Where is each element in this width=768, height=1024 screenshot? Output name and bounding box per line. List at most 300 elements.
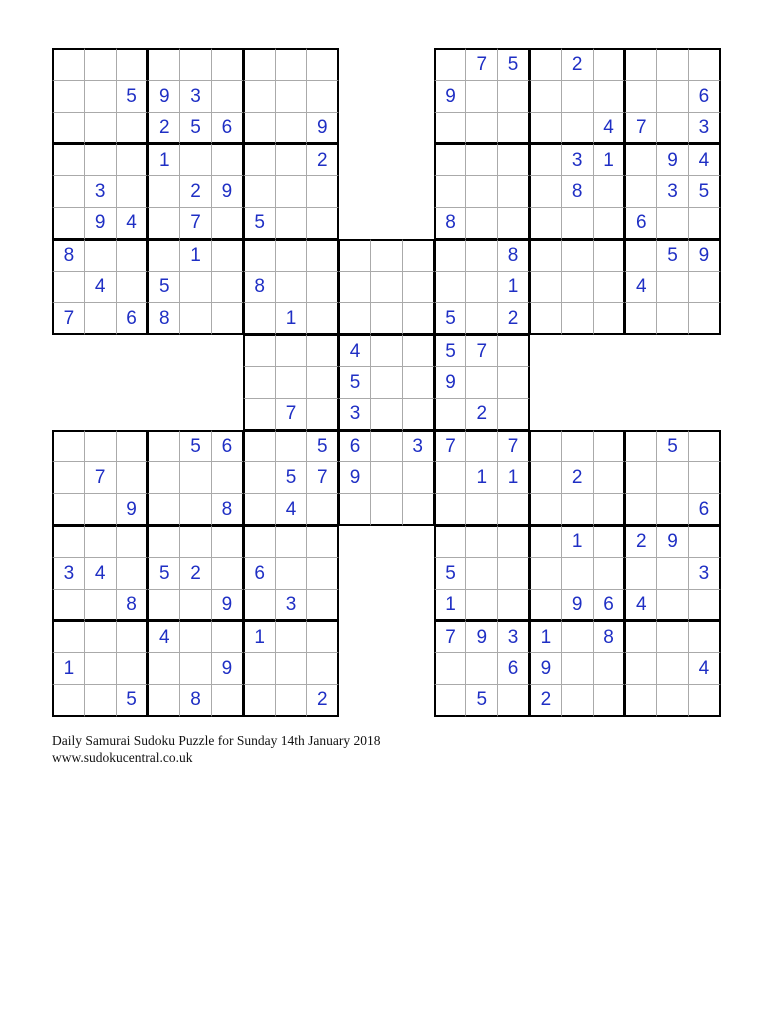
sudoku-cell[interactable]: 5	[147, 271, 180, 304]
sudoku-cell[interactable]: 5	[147, 557, 180, 590]
sudoku-cell[interactable]	[624, 461, 657, 494]
sudoku-cell[interactable]	[529, 589, 562, 622]
sudoku-cell[interactable]	[211, 48, 244, 81]
sudoku-cell[interactable]	[402, 334, 435, 367]
sudoku-cell[interactable]	[688, 302, 721, 335]
sudoku-cell[interactable]	[465, 366, 498, 399]
sudoku-cell[interactable]: 6	[243, 557, 276, 590]
sudoku-cell[interactable]	[434, 461, 467, 494]
sudoku-cell[interactable]: 5	[434, 334, 467, 367]
sudoku-cell[interactable]	[402, 239, 435, 272]
sudoku-cell[interactable]	[434, 112, 467, 145]
sudoku-cell[interactable]	[243, 652, 276, 685]
sudoku-cell[interactable]	[402, 271, 435, 304]
sudoku-cell[interactable]: 4	[84, 271, 117, 304]
sudoku-cell[interactable]	[147, 239, 180, 272]
sudoku-cell[interactable]	[593, 430, 626, 463]
sudoku-cell[interactable]	[624, 684, 657, 717]
sudoku-cell[interactable]	[275, 271, 308, 304]
sudoku-cell[interactable]	[434, 525, 467, 558]
sudoku-cell[interactable]: 5	[688, 175, 721, 208]
sudoku-cell[interactable]	[275, 366, 308, 399]
sudoku-cell[interactable]	[211, 80, 244, 113]
sudoku-cell[interactable]: 8	[147, 302, 180, 335]
sudoku-cell[interactable]	[147, 652, 180, 685]
sudoku-cell[interactable]	[116, 175, 149, 208]
sudoku-cell[interactable]	[497, 684, 530, 717]
sudoku-cell[interactable]	[243, 430, 276, 463]
sudoku-cell[interactable]	[147, 461, 180, 494]
sudoku-cell[interactable]: 8	[561, 175, 594, 208]
sudoku-cell[interactable]	[275, 620, 308, 653]
sudoku-cell[interactable]	[561, 112, 594, 145]
sudoku-cell[interactable]	[529, 207, 562, 240]
sudoku-cell[interactable]: 7	[179, 207, 212, 240]
sudoku-cell[interactable]	[561, 493, 594, 526]
sudoku-cell[interactable]: 3	[52, 557, 85, 590]
sudoku-cell[interactable]	[402, 302, 435, 335]
sudoku-cell[interactable]: 1	[529, 620, 562, 653]
sudoku-cell[interactable]: 4	[624, 589, 657, 622]
sudoku-cell[interactable]	[497, 366, 530, 399]
sudoku-cell[interactable]	[465, 112, 498, 145]
sudoku-cell[interactable]	[402, 398, 435, 431]
sudoku-cell[interactable]: 6	[624, 207, 657, 240]
sudoku-cell[interactable]	[561, 684, 594, 717]
sudoku-cell[interactable]	[243, 398, 276, 431]
sudoku-cell[interactable]	[179, 143, 212, 176]
sudoku-cell[interactable]	[147, 589, 180, 622]
sudoku-cell[interactable]	[52, 48, 85, 81]
sudoku-cell[interactable]: 9	[211, 589, 244, 622]
sudoku-cell[interactable]	[147, 684, 180, 717]
sudoku-cell[interactable]	[497, 80, 530, 113]
sudoku-cell[interactable]	[243, 175, 276, 208]
sudoku-cell[interactable]: 7	[465, 48, 498, 81]
sudoku-cell[interactable]	[147, 493, 180, 526]
sudoku-cell[interactable]	[529, 557, 562, 590]
sudoku-cell[interactable]: 4	[147, 620, 180, 653]
sudoku-cell[interactable]	[275, 80, 308, 113]
sudoku-cell[interactable]	[593, 493, 626, 526]
sudoku-cell[interactable]	[624, 557, 657, 590]
sudoku-cell[interactable]	[306, 207, 339, 240]
sudoku-cell[interactable]	[624, 143, 657, 176]
sudoku-cell[interactable]: 7	[465, 334, 498, 367]
sudoku-cell[interactable]	[116, 271, 149, 304]
sudoku-cell[interactable]	[593, 207, 626, 240]
sudoku-cell[interactable]: 9	[465, 620, 498, 653]
sudoku-cell[interactable]	[243, 589, 276, 622]
sudoku-cell[interactable]	[688, 207, 721, 240]
sudoku-cell[interactable]	[116, 620, 149, 653]
sudoku-cell[interactable]	[529, 48, 562, 81]
sudoku-cell[interactable]	[243, 334, 276, 367]
sudoku-cell[interactable]: 7	[497, 430, 530, 463]
sudoku-cell[interactable]: 1	[465, 461, 498, 494]
sudoku-cell[interactable]	[434, 493, 467, 526]
sudoku-cell[interactable]	[593, 48, 626, 81]
sudoku-cell[interactable]: 5	[338, 366, 371, 399]
sudoku-cell[interactable]: 9	[116, 493, 149, 526]
sudoku-cell[interactable]	[593, 80, 626, 113]
sudoku-cell[interactable]	[529, 239, 562, 272]
sudoku-cell[interactable]: 7	[84, 461, 117, 494]
sudoku-cell[interactable]	[211, 143, 244, 176]
sudoku-cell[interactable]	[306, 398, 339, 431]
sudoku-cell[interactable]	[211, 461, 244, 494]
sudoku-cell[interactable]: 2	[179, 175, 212, 208]
sudoku-cell[interactable]	[84, 525, 117, 558]
sudoku-cell[interactable]	[593, 557, 626, 590]
sudoku-cell[interactable]	[243, 493, 276, 526]
sudoku-cell[interactable]	[656, 684, 689, 717]
sudoku-cell[interactable]	[243, 366, 276, 399]
sudoku-cell[interactable]: 4	[688, 143, 721, 176]
sudoku-cell[interactable]	[52, 80, 85, 113]
sudoku-cell[interactable]: 1	[434, 589, 467, 622]
sudoku-cell[interactable]	[306, 620, 339, 653]
sudoku-cell[interactable]	[402, 493, 435, 526]
sudoku-cell[interactable]	[465, 302, 498, 335]
sudoku-cell[interactable]	[561, 302, 594, 335]
sudoku-cell[interactable]	[656, 493, 689, 526]
sudoku-cell[interactable]	[656, 461, 689, 494]
sudoku-cell[interactable]	[465, 589, 498, 622]
sudoku-cell[interactable]	[434, 684, 467, 717]
sudoku-cell[interactable]	[52, 620, 85, 653]
sudoku-cell[interactable]	[147, 207, 180, 240]
sudoku-cell[interactable]: 8	[211, 493, 244, 526]
sudoku-cell[interactable]	[275, 430, 308, 463]
sudoku-cell[interactable]: 4	[338, 334, 371, 367]
sudoku-cell[interactable]: 1	[52, 652, 85, 685]
sudoku-cell[interactable]	[529, 112, 562, 145]
sudoku-cell[interactable]	[497, 525, 530, 558]
sudoku-cell[interactable]	[370, 493, 403, 526]
sudoku-cell[interactable]	[306, 239, 339, 272]
sudoku-cell[interactable]: 1	[179, 239, 212, 272]
sudoku-cell[interactable]	[275, 557, 308, 590]
sudoku-cell[interactable]	[338, 239, 371, 272]
sudoku-cell[interactable]: 2	[147, 112, 180, 145]
sudoku-cell[interactable]	[52, 175, 85, 208]
sudoku-cell[interactable]	[179, 461, 212, 494]
sudoku-cell[interactable]	[593, 175, 626, 208]
sudoku-cell[interactable]	[116, 525, 149, 558]
sudoku-cell[interactable]	[434, 175, 467, 208]
sudoku-cell[interactable]: 3	[402, 430, 435, 463]
sudoku-cell[interactable]: 7	[434, 430, 467, 463]
sudoku-cell[interactable]	[52, 112, 85, 145]
sudoku-cell[interactable]	[275, 48, 308, 81]
sudoku-cell[interactable]	[338, 302, 371, 335]
sudoku-cell[interactable]: 8	[52, 239, 85, 272]
sudoku-cell[interactable]: 8	[434, 207, 467, 240]
sudoku-cell[interactable]: 1	[561, 525, 594, 558]
sudoku-cell[interactable]: 6	[593, 589, 626, 622]
sudoku-cell[interactable]: 4	[593, 112, 626, 145]
sudoku-cell[interactable]: 1	[147, 143, 180, 176]
sudoku-cell[interactable]	[434, 143, 467, 176]
sudoku-cell[interactable]	[624, 652, 657, 685]
sudoku-cell[interactable]: 2	[306, 143, 339, 176]
sudoku-cell[interactable]	[84, 620, 117, 653]
sudoku-cell[interactable]	[656, 48, 689, 81]
sudoku-cell[interactable]	[306, 48, 339, 81]
sudoku-cell[interactable]	[306, 525, 339, 558]
sudoku-cell[interactable]	[593, 239, 626, 272]
sudoku-cell[interactable]	[370, 334, 403, 367]
sudoku-cell[interactable]	[529, 143, 562, 176]
sudoku-cell[interactable]	[688, 684, 721, 717]
sudoku-cell[interactable]	[147, 48, 180, 81]
sudoku-cell[interactable]	[593, 461, 626, 494]
sudoku-cell[interactable]	[179, 48, 212, 81]
sudoku-cell[interactable]: 1	[275, 302, 308, 335]
sudoku-cell[interactable]	[52, 207, 85, 240]
sudoku-cell[interactable]	[434, 652, 467, 685]
sudoku-cell[interactable]	[306, 302, 339, 335]
sudoku-cell[interactable]	[275, 175, 308, 208]
sudoku-cell[interactable]	[593, 271, 626, 304]
sudoku-cell[interactable]	[593, 684, 626, 717]
sudoku-cell[interactable]	[529, 175, 562, 208]
sudoku-cell[interactable]	[465, 207, 498, 240]
sudoku-cell[interactable]	[497, 557, 530, 590]
sudoku-cell[interactable]	[561, 239, 594, 272]
sudoku-cell[interactable]	[465, 175, 498, 208]
sudoku-cell[interactable]: 7	[275, 398, 308, 431]
sudoku-cell[interactable]	[561, 207, 594, 240]
sudoku-cell[interactable]: 5	[465, 684, 498, 717]
sudoku-cell[interactable]	[465, 239, 498, 272]
sudoku-cell[interactable]	[402, 461, 435, 494]
sudoku-cell[interactable]: 1	[593, 143, 626, 176]
sudoku-cell[interactable]	[529, 461, 562, 494]
sudoku-cell[interactable]	[497, 112, 530, 145]
sudoku-cell[interactable]: 7	[624, 112, 657, 145]
sudoku-cell[interactable]	[688, 589, 721, 622]
sudoku-cell[interactable]: 9	[561, 589, 594, 622]
sudoku-cell[interactable]	[52, 493, 85, 526]
sudoku-cell[interactable]	[179, 620, 212, 653]
sudoku-cell[interactable]	[243, 525, 276, 558]
sudoku-cell[interactable]: 7	[52, 302, 85, 335]
sudoku-cell[interactable]: 5	[116, 684, 149, 717]
sudoku-cell[interactable]	[52, 271, 85, 304]
sudoku-cell[interactable]	[370, 366, 403, 399]
sudoku-cell[interactable]: 8	[497, 239, 530, 272]
sudoku-cell[interactable]	[275, 684, 308, 717]
sudoku-cell[interactable]	[656, 557, 689, 590]
sudoku-cell[interactable]	[52, 684, 85, 717]
sudoku-cell[interactable]	[688, 461, 721, 494]
sudoku-cell[interactable]	[497, 175, 530, 208]
sudoku-cell[interactable]	[179, 525, 212, 558]
sudoku-cell[interactable]	[211, 684, 244, 717]
sudoku-cell[interactable]	[465, 652, 498, 685]
sudoku-cell[interactable]: 3	[656, 175, 689, 208]
sudoku-cell[interactable]	[243, 143, 276, 176]
sudoku-cell[interactable]	[179, 302, 212, 335]
sudoku-cell[interactable]	[243, 48, 276, 81]
sudoku-cell[interactable]	[84, 684, 117, 717]
sudoku-cell[interactable]	[147, 525, 180, 558]
sudoku-cell[interactable]	[211, 239, 244, 272]
sudoku-cell[interactable]: 8	[179, 684, 212, 717]
sudoku-cell[interactable]	[275, 112, 308, 145]
sudoku-cell[interactable]	[593, 525, 626, 558]
sudoku-cell[interactable]	[211, 525, 244, 558]
sudoku-cell[interactable]: 5	[179, 112, 212, 145]
sudoku-cell[interactable]: 9	[656, 525, 689, 558]
sudoku-cell[interactable]: 6	[211, 430, 244, 463]
sudoku-cell[interactable]	[624, 175, 657, 208]
sudoku-cell[interactable]	[306, 80, 339, 113]
sudoku-cell[interactable]	[116, 143, 149, 176]
sudoku-cell[interactable]: 2	[179, 557, 212, 590]
sudoku-cell[interactable]	[656, 207, 689, 240]
sudoku-cell[interactable]	[656, 620, 689, 653]
sudoku-cell[interactable]: 3	[179, 80, 212, 113]
sudoku-cell[interactable]: 9	[656, 143, 689, 176]
sudoku-cell[interactable]	[434, 239, 467, 272]
sudoku-cell[interactable]	[116, 461, 149, 494]
sudoku-cell[interactable]	[497, 207, 530, 240]
sudoku-cell[interactable]	[243, 461, 276, 494]
sudoku-cell[interactable]: 5	[179, 430, 212, 463]
sudoku-cell[interactable]	[116, 557, 149, 590]
sudoku-cell[interactable]	[465, 557, 498, 590]
sudoku-cell[interactable]	[529, 430, 562, 463]
sudoku-cell[interactable]	[465, 525, 498, 558]
sudoku-cell[interactable]: 7	[434, 620, 467, 653]
sudoku-cell[interactable]	[116, 430, 149, 463]
sudoku-cell[interactable]	[370, 430, 403, 463]
sudoku-cell[interactable]: 2	[306, 684, 339, 717]
sudoku-cell[interactable]	[624, 80, 657, 113]
sudoku-cell[interactable]	[84, 589, 117, 622]
sudoku-cell[interactable]	[593, 652, 626, 685]
sudoku-cell[interactable]: 9	[434, 80, 467, 113]
sudoku-cell[interactable]: 6	[688, 80, 721, 113]
sudoku-cell[interactable]	[306, 557, 339, 590]
sudoku-cell[interactable]: 5	[243, 207, 276, 240]
sudoku-cell[interactable]: 9	[147, 80, 180, 113]
sudoku-cell[interactable]: 1	[497, 271, 530, 304]
sudoku-cell[interactable]	[497, 143, 530, 176]
sudoku-cell[interactable]: 8	[243, 271, 276, 304]
sudoku-cell[interactable]	[338, 271, 371, 304]
sudoku-cell[interactable]	[688, 525, 721, 558]
sudoku-cell[interactable]: 2	[561, 48, 594, 81]
sudoku-cell[interactable]	[624, 239, 657, 272]
sudoku-cell[interactable]: 2	[624, 525, 657, 558]
sudoku-cell[interactable]	[688, 620, 721, 653]
sudoku-cell[interactable]	[84, 80, 117, 113]
sudoku-cell[interactable]	[529, 271, 562, 304]
sudoku-cell[interactable]: 4	[116, 207, 149, 240]
sudoku-cell[interactable]	[116, 112, 149, 145]
sudoku-cell[interactable]: 5	[656, 239, 689, 272]
sudoku-cell[interactable]: 2	[465, 398, 498, 431]
sudoku-cell[interactable]	[688, 48, 721, 81]
sudoku-cell[interactable]: 5	[656, 430, 689, 463]
sudoku-cell[interactable]	[179, 652, 212, 685]
sudoku-cell[interactable]	[370, 461, 403, 494]
sudoku-cell[interactable]	[84, 239, 117, 272]
sudoku-cell[interactable]	[306, 334, 339, 367]
sudoku-cell[interactable]: 3	[688, 112, 721, 145]
sudoku-cell[interactable]	[465, 430, 498, 463]
sudoku-cell[interactable]	[211, 620, 244, 653]
sudoku-cell[interactable]: 3	[338, 398, 371, 431]
sudoku-cell[interactable]	[147, 430, 180, 463]
sudoku-cell[interactable]: 2	[497, 302, 530, 335]
sudoku-cell[interactable]	[497, 398, 530, 431]
sudoku-cell[interactable]	[84, 143, 117, 176]
sudoku-cell[interactable]: 9	[306, 112, 339, 145]
sudoku-cell[interactable]	[275, 525, 308, 558]
sudoku-cell[interactable]	[434, 398, 467, 431]
sudoku-cell[interactable]: 3	[275, 589, 308, 622]
sudoku-cell[interactable]	[688, 271, 721, 304]
sudoku-cell[interactable]	[561, 430, 594, 463]
sudoku-cell[interactable]: 9	[529, 652, 562, 685]
sudoku-cell[interactable]	[52, 430, 85, 463]
sudoku-cell[interactable]	[465, 80, 498, 113]
sudoku-cell[interactable]	[84, 430, 117, 463]
sudoku-cell[interactable]	[370, 398, 403, 431]
sudoku-cell[interactable]	[561, 557, 594, 590]
sudoku-cell[interactable]	[656, 589, 689, 622]
sudoku-cell[interactable]: 3	[84, 175, 117, 208]
sudoku-cell[interactable]	[116, 48, 149, 81]
sudoku-cell[interactable]: 9	[434, 366, 467, 399]
sudoku-cell[interactable]: 6	[211, 112, 244, 145]
sudoku-cell[interactable]	[561, 620, 594, 653]
sudoku-cell[interactable]: 9	[688, 239, 721, 272]
sudoku-cell[interactable]	[624, 493, 657, 526]
sudoku-cell[interactable]	[243, 239, 276, 272]
sudoku-cell[interactable]	[275, 207, 308, 240]
sudoku-cell[interactable]: 5	[497, 48, 530, 81]
sudoku-cell[interactable]: 1	[243, 620, 276, 653]
sudoku-cell[interactable]	[275, 143, 308, 176]
sudoku-cell[interactable]	[593, 302, 626, 335]
sudoku-cell[interactable]	[497, 334, 530, 367]
sudoku-cell[interactable]	[370, 271, 403, 304]
sudoku-cell[interactable]: 6	[116, 302, 149, 335]
sudoku-cell[interactable]	[370, 302, 403, 335]
sudoku-cell[interactable]	[211, 557, 244, 590]
sudoku-cell[interactable]	[656, 80, 689, 113]
sudoku-cell[interactable]	[656, 652, 689, 685]
sudoku-cell[interactable]: 7	[306, 461, 339, 494]
sudoku-cell[interactable]	[211, 302, 244, 335]
sudoku-cell[interactable]	[688, 430, 721, 463]
sudoku-cell[interactable]	[179, 589, 212, 622]
sudoku-cell[interactable]: 3	[688, 557, 721, 590]
sudoku-cell[interactable]: 8	[593, 620, 626, 653]
sudoku-cell[interactable]: 6	[338, 430, 371, 463]
sudoku-cell[interactable]	[306, 493, 339, 526]
sudoku-cell[interactable]	[84, 48, 117, 81]
sudoku-cell[interactable]	[529, 80, 562, 113]
sudoku-cell[interactable]: 6	[688, 493, 721, 526]
sudoku-cell[interactable]	[243, 112, 276, 145]
